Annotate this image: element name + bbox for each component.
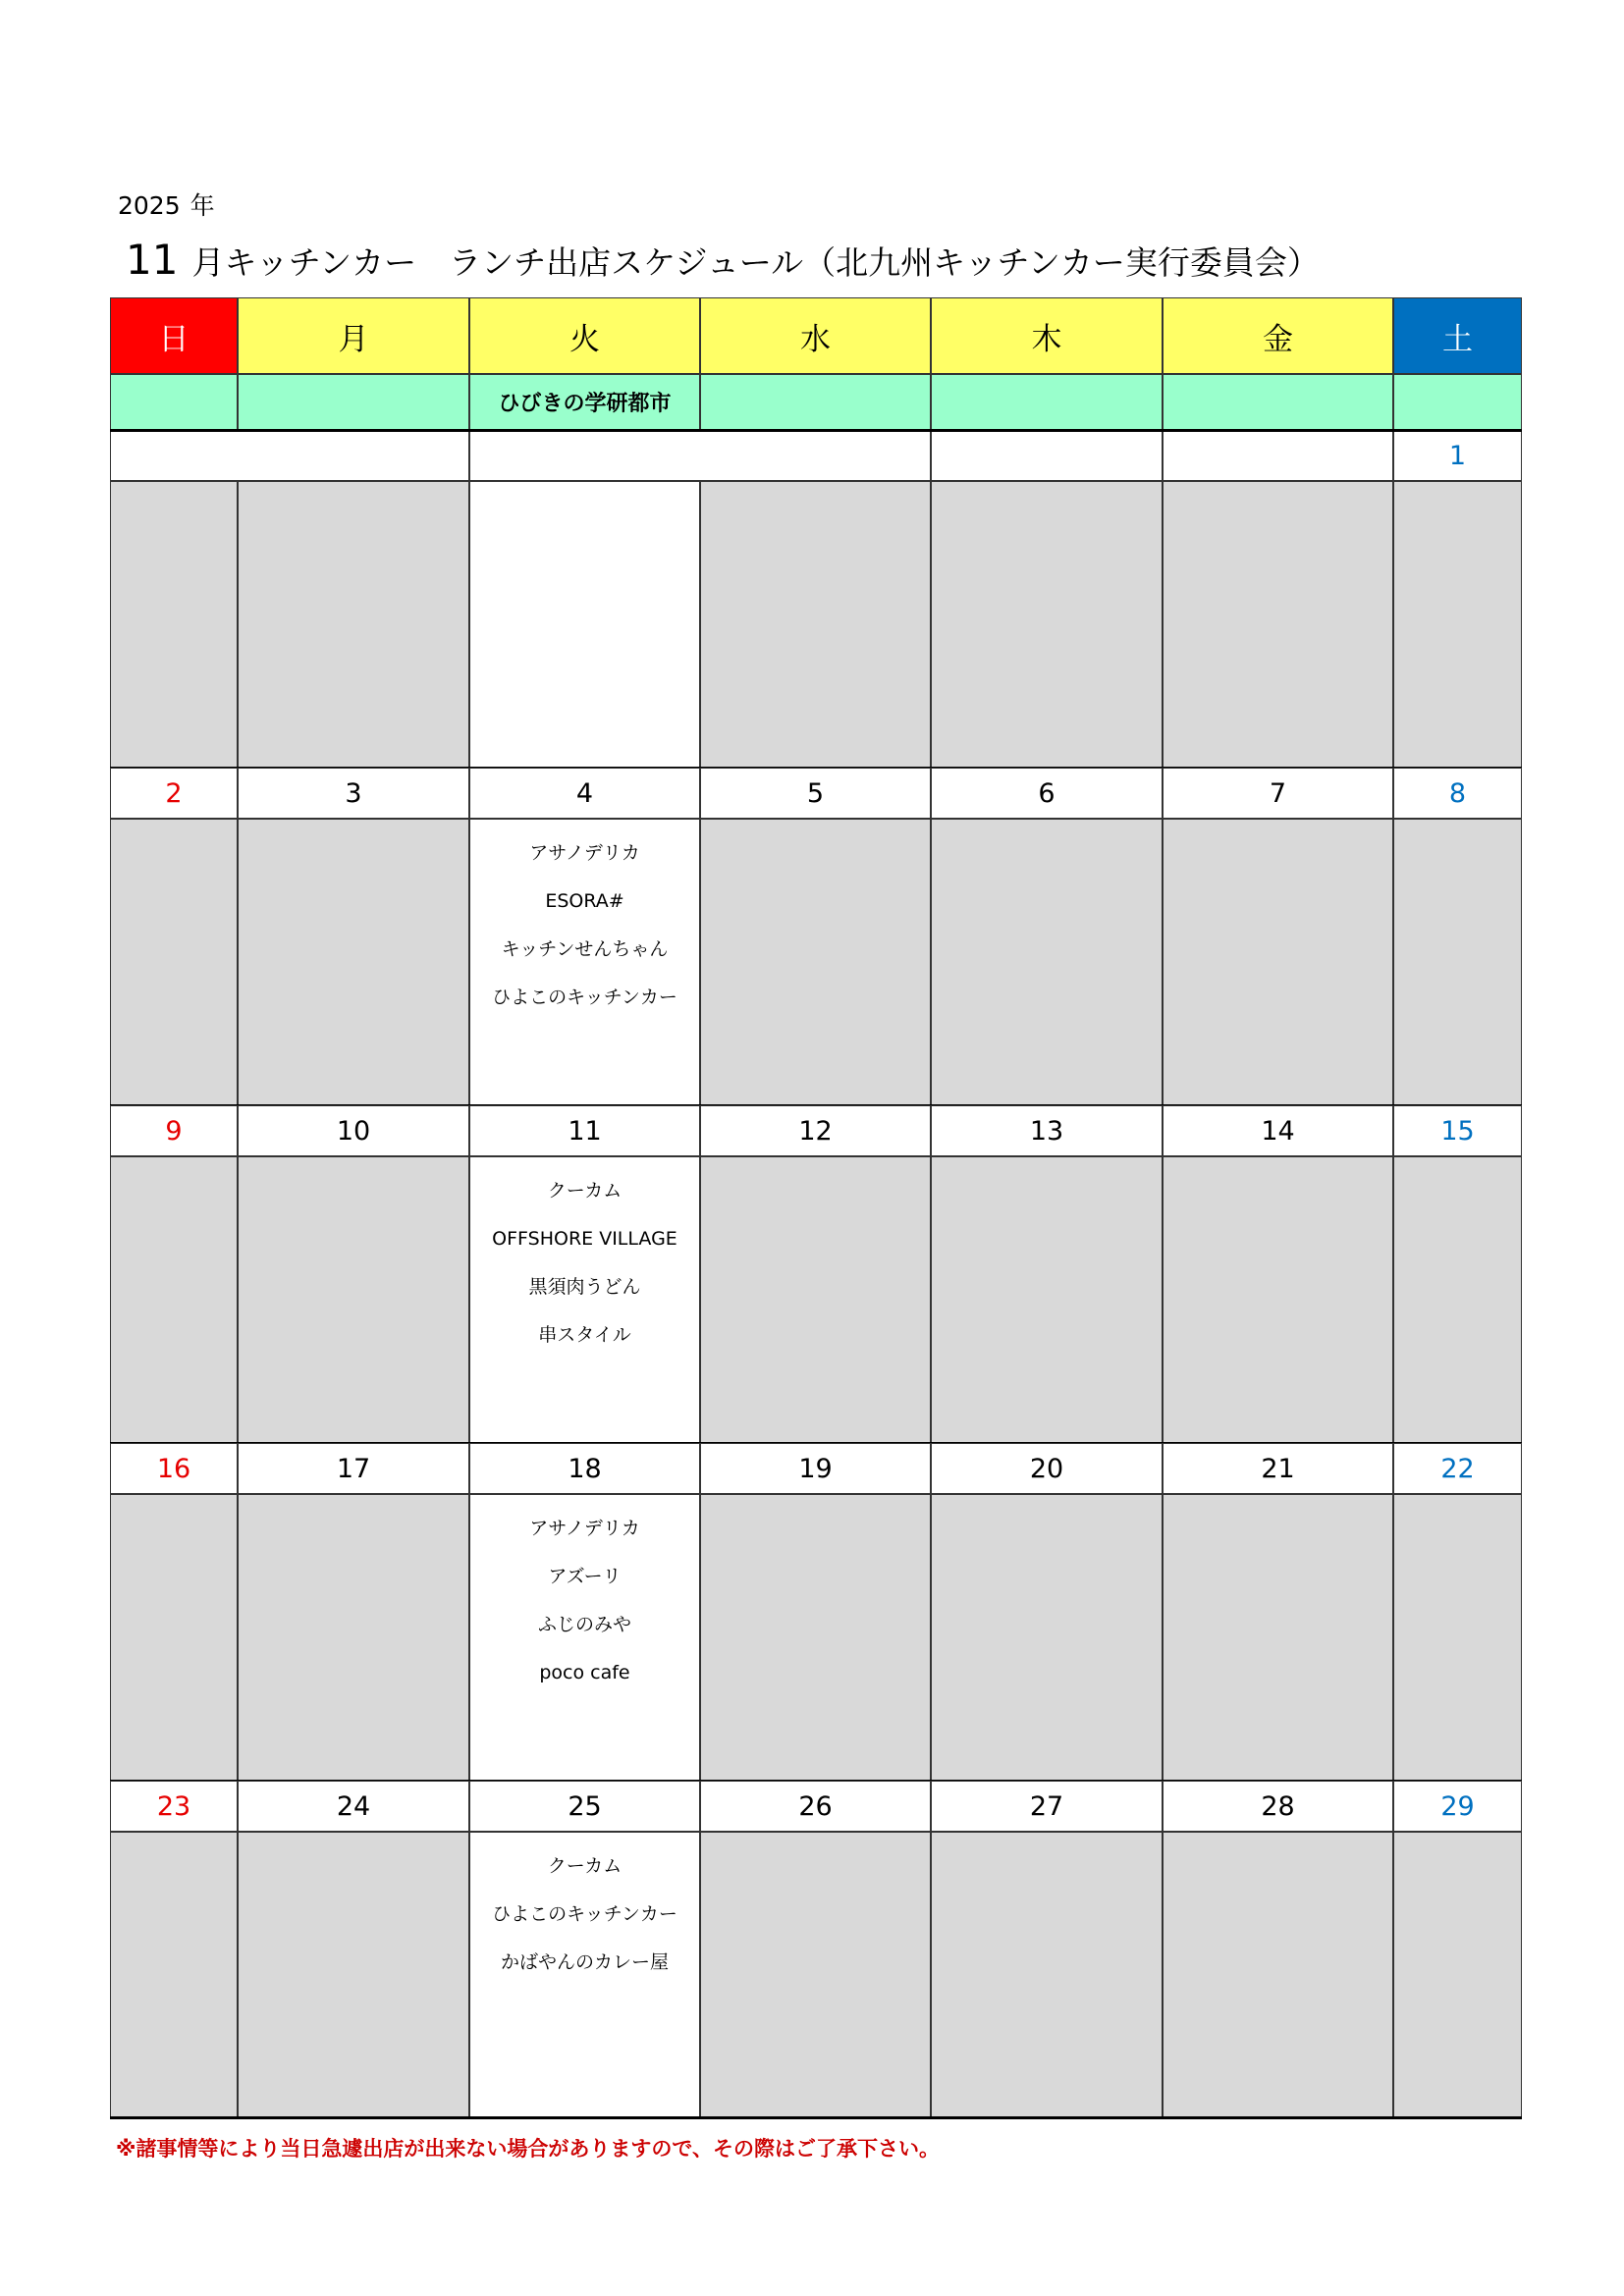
- page-title: [126, 236, 1320, 284]
- closed-cell: [1393, 1156, 1522, 1443]
- date-cell-6: 6: [931, 768, 1163, 819]
- shop-list-cell: [469, 819, 700, 1105]
- shop-list-cell: [469, 1156, 700, 1443]
- closed-cell: [1163, 481, 1393, 768]
- venue-label: ひびきの学研都市: [469, 374, 700, 430]
- closed-cell: [700, 481, 931, 768]
- date-cell-12: 12: [700, 1105, 931, 1156]
- closed-cell: [931, 1494, 1163, 1781]
- date-cell-27: 27: [931, 1781, 1163, 1832]
- closed-cell: [110, 1494, 238, 1781]
- closed-cell: [1163, 1832, 1393, 2118]
- date-cell-empty: [110, 430, 469, 481]
- closed-cell: [700, 819, 931, 1105]
- closed-cell: [1393, 819, 1522, 1105]
- shop-name: 黒須肉うどん: [528, 1276, 641, 1298]
- closed-cell: [1163, 819, 1393, 1105]
- venue-cell-sat: [1393, 374, 1522, 430]
- venue-cell-sun: [110, 374, 238, 430]
- closed-cell: [1393, 1832, 1522, 2118]
- date-cell-3: 3: [238, 768, 469, 819]
- notice-text: ※諸事情等により当日急遽出店が出来ない場合がありますので、その際はご了承下さい。: [116, 2137, 940, 2161]
- date-cell-empty: [1163, 430, 1393, 481]
- shop-name: ふじのみや: [537, 1614, 631, 1635]
- weekday-header-sat: 土: [1393, 297, 1522, 374]
- date-cell-8: 8: [1393, 768, 1522, 819]
- date-cell-14: 14: [1163, 1105, 1393, 1156]
- closed-cell: [110, 481, 238, 768]
- weekday-header-thu: 木: [931, 297, 1163, 374]
- grid-border-line: [110, 2116, 1522, 2119]
- weekday-header-sun: 日: [110, 297, 238, 374]
- closed-cell: [700, 1494, 931, 1781]
- year: 2025: [118, 191, 181, 220]
- shop-name: 串スタイル: [538, 1324, 631, 1346]
- shop-name: poco cafe: [539, 1662, 630, 1683]
- closed-cell: [931, 819, 1163, 1105]
- closed-cell: [110, 1832, 238, 2118]
- shop-name: OFFSHORE VILLAGE: [492, 1228, 677, 1250]
- shop-name: キッチンせんちゃん: [501, 938, 669, 960]
- month-number: 11: [126, 236, 179, 284]
- shop-name: クーカム: [547, 1180, 623, 1201]
- date-cell-19: 19: [700, 1443, 931, 1494]
- closed-cell: [110, 819, 238, 1105]
- shop-list-cell: [469, 1832, 700, 2118]
- date-cell-11: 11: [469, 1105, 700, 1156]
- weekday-header-fri: 金: [1163, 297, 1393, 374]
- shop-name: かばやんのカレー屋: [500, 1951, 669, 1973]
- date-cell-23: 23: [110, 1781, 238, 1832]
- date-cell-1: 1: [1393, 430, 1522, 481]
- closed-cell: [238, 481, 469, 768]
- venue-cell-mon: [238, 374, 469, 430]
- grid-border-line: [110, 429, 1522, 432]
- date-cell-13: 13: [931, 1105, 1163, 1156]
- shop-list-cell: [469, 1494, 700, 1781]
- date-cell-21: 21: [1163, 1443, 1393, 1494]
- date-cell-empty: [469, 430, 931, 481]
- closed-cell: [931, 1156, 1163, 1443]
- year-line: [118, 187, 215, 222]
- closed-cell: [1163, 1156, 1393, 1443]
- shop-name: ひよこのキッチンカー: [492, 987, 677, 1008]
- weekday-header-wed: 水: [700, 297, 931, 374]
- date-cell-26: 26: [700, 1781, 931, 1832]
- closed-cell: [1393, 1494, 1522, 1781]
- closed-cell: [110, 1156, 238, 1443]
- date-cell-2: 2: [110, 768, 238, 819]
- date-cell-10: 10: [238, 1105, 469, 1156]
- shop-list-cell: [469, 481, 700, 768]
- date-cell-25: 25: [469, 1781, 700, 1832]
- shop-name: クーカム: [547, 1855, 623, 1877]
- year-unit: 年: [189, 191, 215, 220]
- date-cell-29: 29: [1393, 1781, 1522, 1832]
- shop-name: ESORA#: [545, 890, 624, 912]
- weekday-header-tue: 火: [469, 297, 700, 374]
- shop-name: アサノデリカ: [529, 842, 640, 864]
- date-cell-15: 15: [1393, 1105, 1522, 1156]
- date-cell-28: 28: [1163, 1781, 1393, 1832]
- closed-cell: [700, 1156, 931, 1443]
- date-cell-20: 20: [931, 1443, 1163, 1494]
- shop-name: アサノデリカ: [529, 1518, 640, 1539]
- closed-cell: [1393, 481, 1522, 768]
- date-cell-5: 5: [700, 768, 931, 819]
- closed-cell: [931, 481, 1163, 768]
- date-cell-7: 7: [1163, 768, 1393, 819]
- date-cell-empty: [931, 430, 1163, 481]
- date-cell-17: 17: [238, 1443, 469, 1494]
- closed-cell: [238, 1832, 469, 2118]
- date-cell-22: 22: [1393, 1443, 1522, 1494]
- shop-name: ひよこのキッチンカー: [492, 1903, 677, 1925]
- venue-cell-fri: [1163, 374, 1393, 430]
- date-cell-24: 24: [238, 1781, 469, 1832]
- date-cell-9: 9: [110, 1105, 238, 1156]
- venue-cell-wed: [700, 374, 931, 430]
- weekday-header-mon: 月: [238, 297, 469, 374]
- date-cell-4: 4: [469, 768, 700, 819]
- venue-cell-thu: [931, 374, 1163, 430]
- schedule-title: 月キッチンカー ランチ出店スケジュール（北九州キッチンカー実行委員会）: [191, 243, 1320, 282]
- closed-cell: [700, 1832, 931, 2118]
- date-cell-16: 16: [110, 1443, 238, 1494]
- closed-cell: [238, 1494, 469, 1781]
- closed-cell: [931, 1832, 1163, 2118]
- closed-cell: [238, 1156, 469, 1443]
- date-cell-18: 18: [469, 1443, 700, 1494]
- closed-cell: [1163, 1494, 1393, 1781]
- shop-name: アズーリ: [548, 1566, 622, 1587]
- calendar-grid: [110, 297, 1522, 2115]
- closed-cell: [238, 819, 469, 1105]
